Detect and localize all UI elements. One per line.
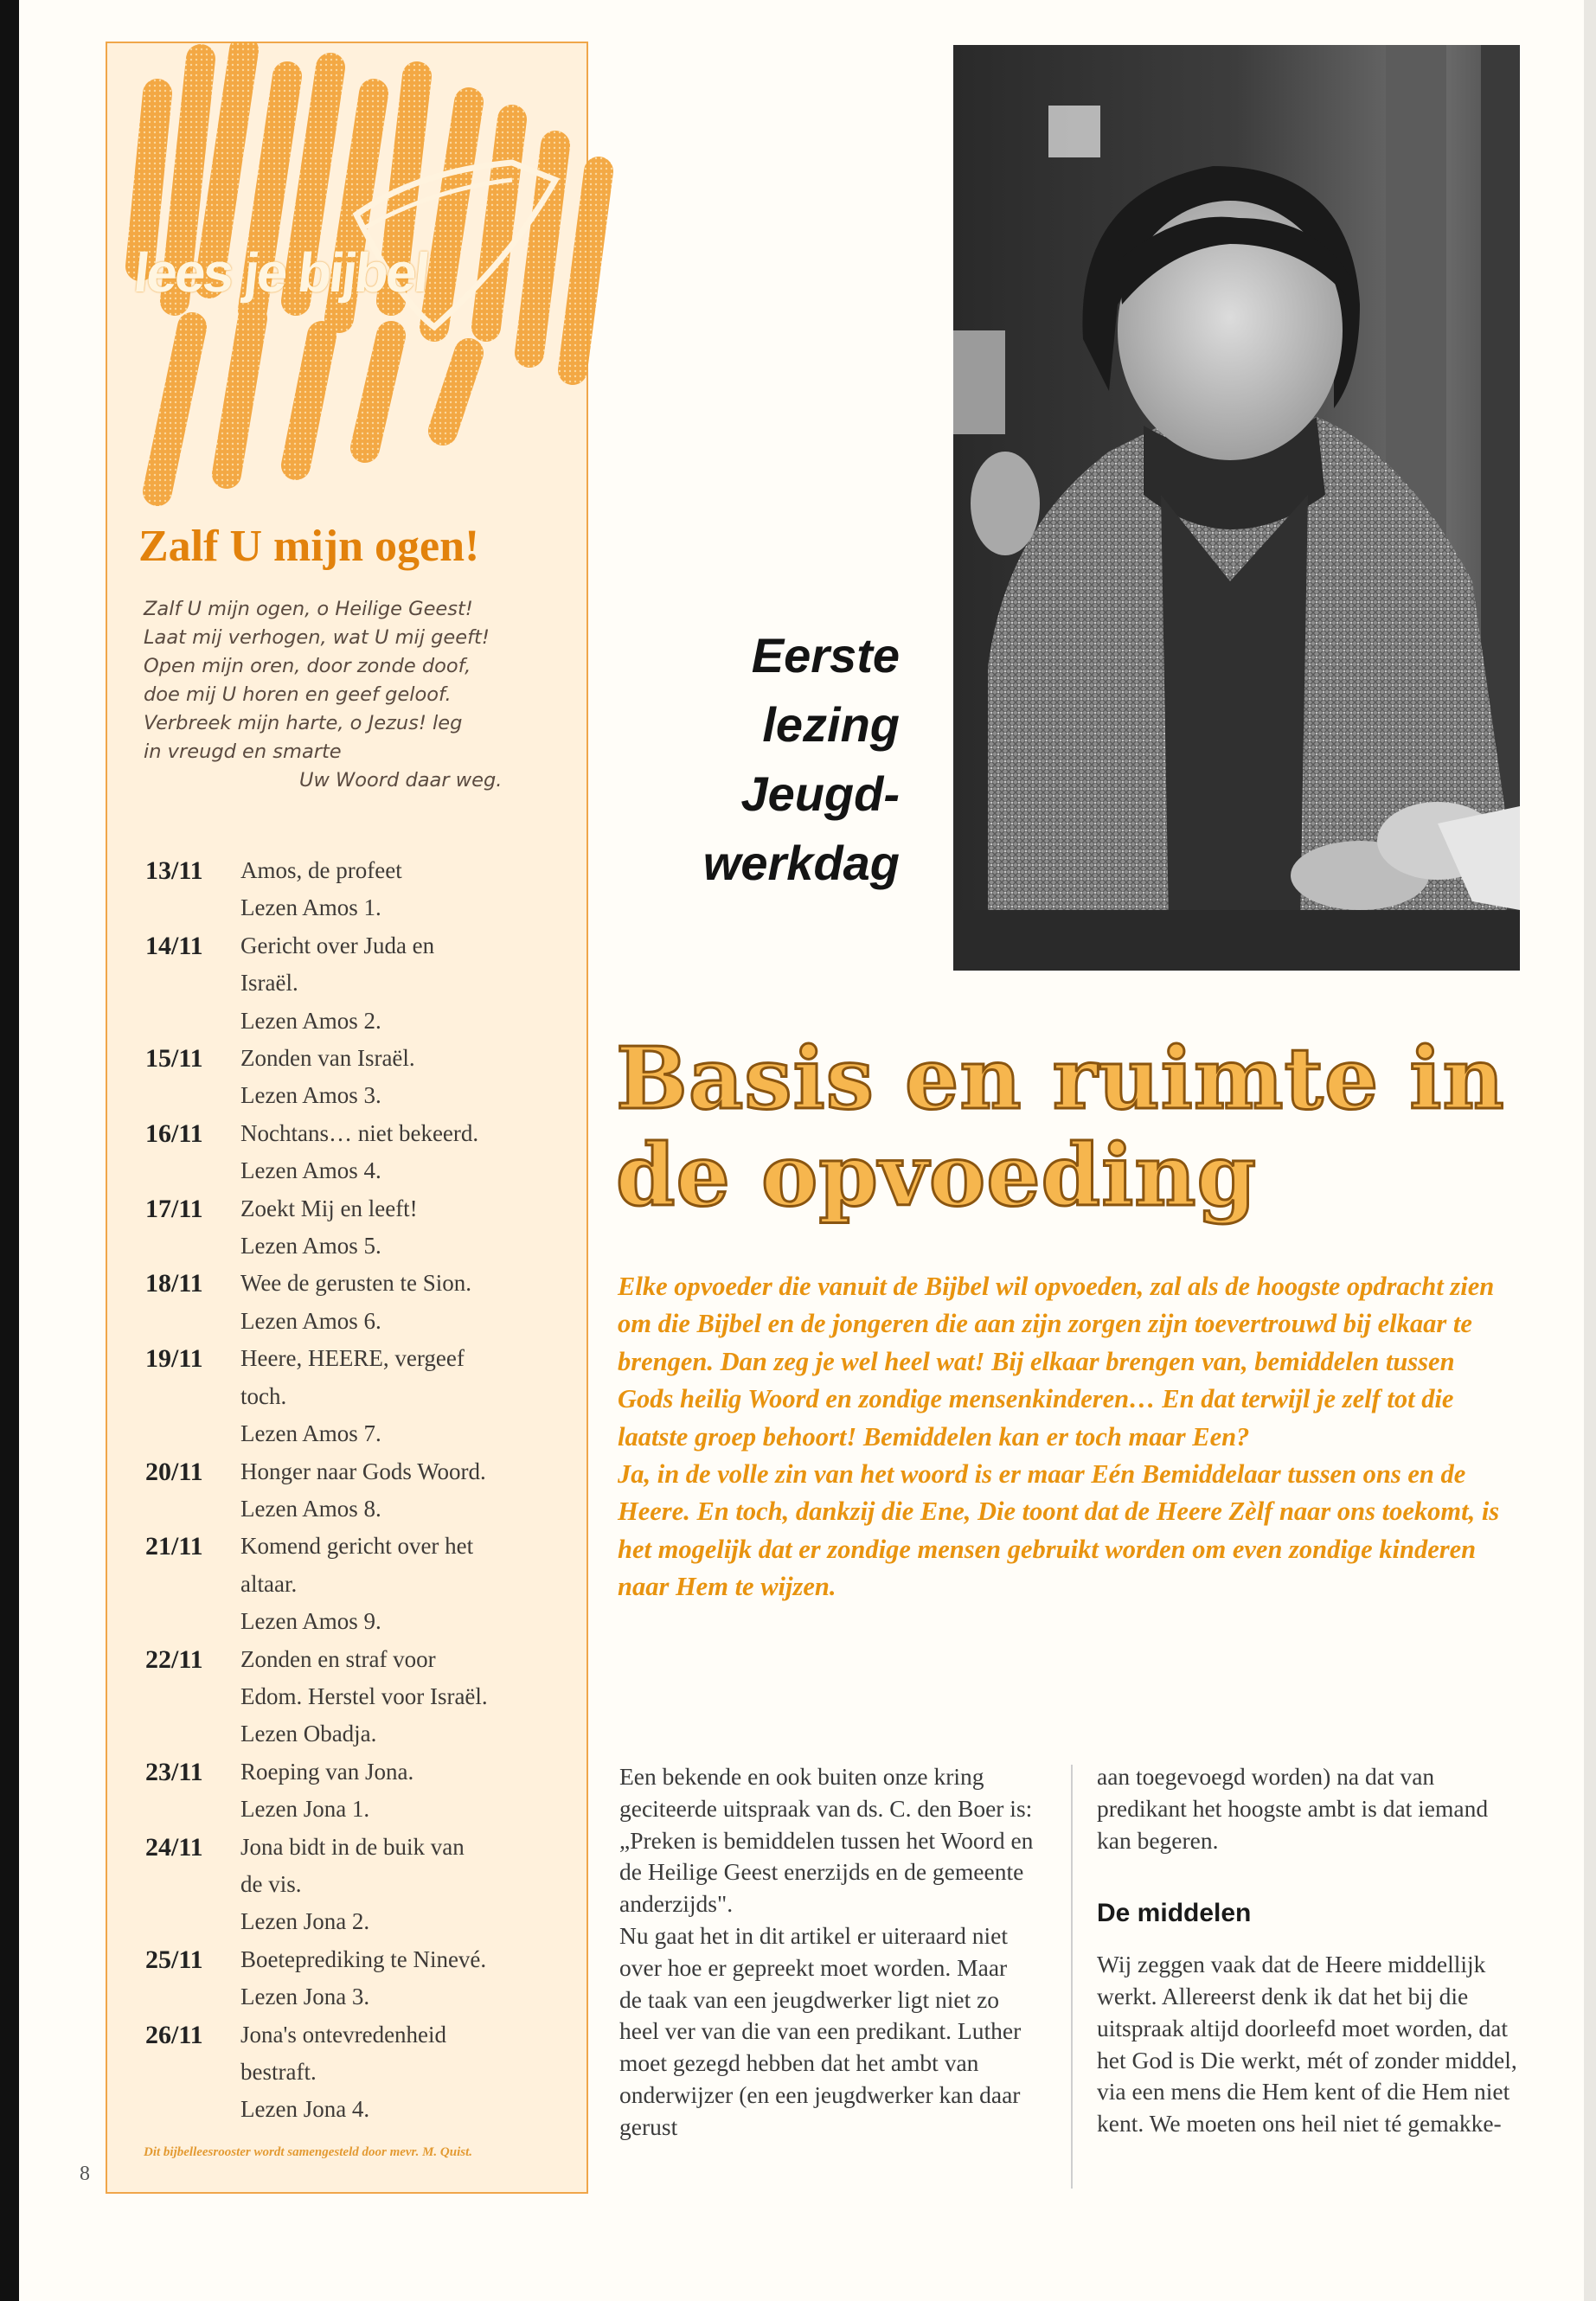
page-number: 8 <box>80 2163 90 2185</box>
lead-paragraph: Ja, in de volle zin van het woord is er maar Eén Bemiddelaar tussen ons en de Heere. En toch, dankzij die Ene, Die toont dat de Heere Zèlf naar ons toekomt, is het mogelijk dat er zondige mensen gebruikt worden om even zondige kinderen naar Hem te wijzen. <box>618 1459 1500 1602</box>
schedule-line: Roeping van Jona. <box>240 1758 414 1785</box>
schedule-line: Israël. <box>240 970 298 997</box>
schedule-line: Wee de gerusten te Sion. <box>240 1270 471 1297</box>
schedule-row <box>145 852 578 927</box>
schedule-date: 24/11 <box>145 1832 203 1862</box>
lecture-label-line: Jeugd- <box>740 766 900 821</box>
schedule-date: 15/11 <box>145 1044 203 1074</box>
schedule-row <box>145 1040 578 1115</box>
lecture-label <box>640 621 900 898</box>
schedule-row <box>145 1190 578 1266</box>
schedule-date: 17/11 <box>145 1194 203 1223</box>
schedule-credit: Dit bijbelleesrooster wordt samengesteld door mevr. M. Quist. <box>144 2145 473 2159</box>
schedule-line: Lezen Amos 7. <box>240 1420 381 1447</box>
schedule-date: 21/11 <box>145 1532 203 1561</box>
schedule-line: Lezen Jona 2. <box>240 1908 370 1935</box>
schedule-line: Lezen Amos 5. <box>240 1233 381 1259</box>
speaker-photo <box>953 45 1520 971</box>
schedule-date: 18/11 <box>145 1269 203 1298</box>
schedule-date: 26/11 <box>145 2020 203 2049</box>
poem <box>144 595 576 795</box>
schedule-line: Lezen Amos 4. <box>240 1157 381 1184</box>
schedule-line: Nochtans… niet bekeerd. <box>240 1119 479 1146</box>
poem-line: doe mij U horen en geef geloof. <box>144 683 452 706</box>
schedule-line: Honger naar Gods Woord. <box>240 1458 486 1484</box>
schedule-date: 19/11 <box>145 1344 203 1374</box>
schedule-row <box>145 927 578 1040</box>
schedule-line: Lezen Amos 9. <box>240 1608 381 1635</box>
schedule-line: Amos, de profeet <box>240 857 402 883</box>
schedule-line: Lezen Amos 6. <box>240 1307 381 1334</box>
schedule-row <box>145 1453 578 1529</box>
section-subheading: De middelen <box>1097 1899 1252 1928</box>
schedule-row <box>145 1829 578 1941</box>
schedule-line: Edom. Herstel voor Israël. <box>240 1682 488 1709</box>
lecture-label-line: Eerste <box>751 628 900 683</box>
column-divider <box>1071 1765 1073 2189</box>
schedule-row <box>145 1265 578 1340</box>
schedule-line: altaar. <box>240 1570 298 1597</box>
schedule-line: bestraft. <box>240 2059 317 2085</box>
poem-line: in vreugd en smarte <box>144 740 342 763</box>
headline-line: Basis en ruimte in <box>616 1029 1505 1129</box>
schedule-line: Zoekt Mij en leeft! <box>240 1195 418 1221</box>
schedule-line: Lezen Jona 3. <box>240 1984 370 2010</box>
body-paragraph: Nu gaat het in dit artikel er uiteraard niet over hoe er gepreekt moet worden. Maar de taak van een jeugdwerker ligt niet zo heel ver van die van een predikant. Luther moet gezegd hebben dat het ambt van onderwijzer (en een jeugdwerker kan daar gerust <box>619 1921 1022 2140</box>
body-paragraph: aan toegevoegd worden) na dat van predikant het hoogste ambt is dat iemand kan begeren. <box>1097 1763 1489 1854</box>
schedule-line: Zonden en straf voor <box>240 1645 436 1672</box>
schedule-row <box>145 1641 578 1753</box>
sidebar-title: Zalf U mijn ogen! <box>138 522 480 571</box>
schedule-line: Lezen Amos 1. <box>240 894 381 921</box>
schedule-line: Gericht over Juda en <box>240 932 435 958</box>
schedule-date: 14/11 <box>145 931 203 960</box>
schedule-line: Heere, HEERE, vergeef <box>240 1345 465 1372</box>
schedule-date: 23/11 <box>145 1757 203 1786</box>
headline-line: de opvoeding <box>616 1126 1258 1226</box>
schedule-line: Boeteprediking te Ninevé. <box>240 1945 487 1972</box>
schedule-line: toch. <box>240 1382 287 1409</box>
body-paragraph: Een bekende en ook buiten onze kring geciteerde uitspraak van ds. C. den Boer is: „Preken is bemiddelen tussen het Woord en de Heilige Geest enerzijds en de gemeente anderzijds". <box>619 1763 1034 1918</box>
lead-paragraph: Elke opvoeder die vanuit de Bijbel wil opvoeden, zal als de hoogste opdracht zien om die Bijbel en de jongeren die aan zijn zorgen zijn toevertrouwd bij elkaar te brengen. Dan zeg je wel heel wat! Bij elkaar brengen van, bemiddelen tussen Gods heilig Woord en zondige mensenkinderen… En dat terwijl je zelf tot die laatste groep behoort! Bemiddelen kan er toch maar Een? <box>618 1272 1495 1452</box>
schedule-row <box>145 1340 578 1452</box>
body-column-1 <box>619 1761 1035 2144</box>
lecture-label-line: werkdag <box>702 836 900 890</box>
schedule-line: Zonden van Israël. <box>240 1045 415 1072</box>
schedule-line: Lezen Obadja. <box>240 1721 377 1747</box>
schedule-date: 22/11 <box>145 1644 203 1674</box>
schedule-date: 16/11 <box>145 1118 203 1148</box>
poem-line: Laat mij verhogen, wat U mij geeft! <box>144 626 490 649</box>
schedule-line: Lezen Amos 3. <box>240 1082 381 1109</box>
schedule-row <box>145 1941 578 2016</box>
schedule-line: de vis. <box>240 1870 302 1897</box>
schedule-line: Lezen Jona 1. <box>240 1796 370 1823</box>
article-headline <box>616 1031 1550 1225</box>
poem-line: Uw Woord daar weg. <box>299 769 503 792</box>
schedule-line: Lezen Amos 8. <box>240 1495 381 1522</box>
lecture-label-line: lezing <box>762 697 900 752</box>
schedule-line: Lezen Jona 4. <box>240 2096 370 2123</box>
body-paragraph: Wij zeggen vaak dat de Heere middellijk werkt. Allereerst denk ik dat het bij die uitspraak altijd doorleefd moet worden, dat het God is Die werkt, mét of zonder middel, via een mens die Hem kent of die Hem niet kent. We moeten ons heil niet té gemakke- <box>1097 1951 1517 2138</box>
page-edge-shadow <box>0 0 19 2301</box>
schedule-date: 13/11 <box>145 856 203 885</box>
schedule-line: Lezen Amos 2. <box>240 1007 381 1034</box>
schedule-row <box>145 2016 578 2129</box>
schedule-date: 20/11 <box>145 1457 203 1486</box>
poem-line: Zalf U mijn ogen, o Heilige Geest! <box>144 598 473 620</box>
schedule-row <box>145 1115 578 1190</box>
poem-line: Open mijn oren, door zonde doof, <box>144 655 471 677</box>
schedule-row <box>145 1528 578 1640</box>
page-right-edge <box>1584 0 1596 2301</box>
article-lead <box>618 1268 1516 1606</box>
schedule-line: Jona's ontevredenheid <box>240 2021 447 2048</box>
body-column-2 <box>1097 1761 1519 2140</box>
schedule-line: Jona bidt in de buik van <box>240 1833 465 1860</box>
schedule-date: 25/11 <box>145 1945 203 1974</box>
schedule-row <box>145 1753 578 1829</box>
lees-je-bijbel-logo: lees je bijbel <box>131 241 431 304</box>
reading-schedule <box>145 852 578 2129</box>
schedule-line: Komend gericht over het <box>240 1533 474 1560</box>
poem-line: Verbreek mijn harte, o Jezus! leg <box>144 712 463 734</box>
